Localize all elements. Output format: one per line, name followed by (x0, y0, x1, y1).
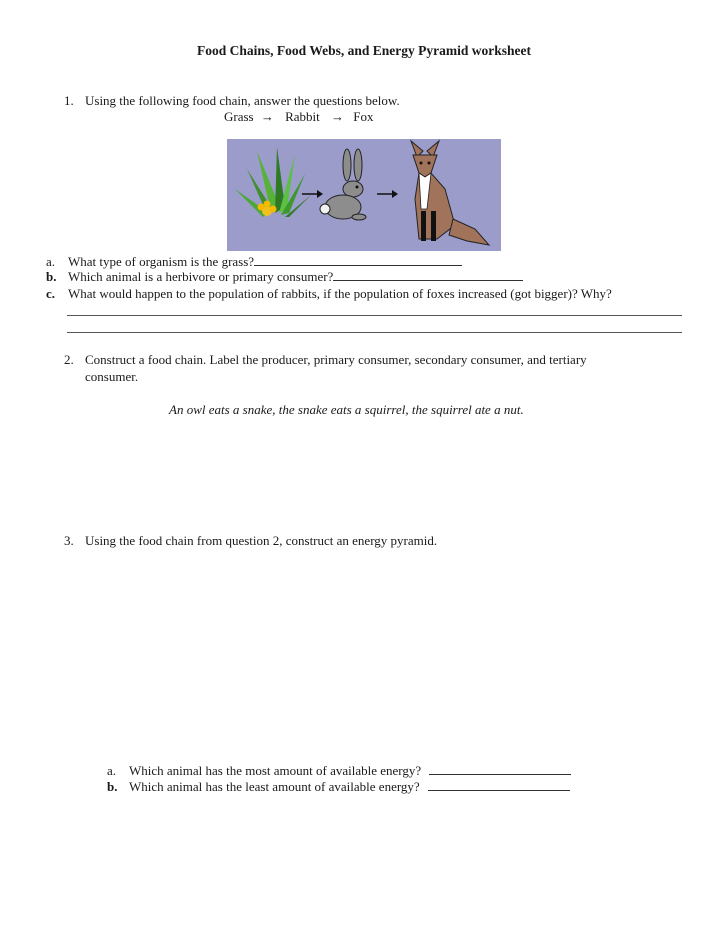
question-3b (107, 779, 570, 795)
question-2 (64, 352, 587, 368)
answer-1c-line-2[interactable] (67, 332, 682, 333)
question-2-text-line2: consumer. (85, 369, 139, 384)
question-1b-label: b. (46, 269, 57, 284)
answer-1c-line-1[interactable] (67, 315, 682, 316)
grass-icon (235, 147, 311, 217)
question-1b-text: Which animal is a herbivore or primary consumer? (68, 269, 334, 284)
chain-fox: Fox (353, 109, 374, 124)
answer-3a-blank[interactable] (429, 763, 571, 775)
question-1a-label: a. (46, 254, 56, 269)
arrow-2-icon (377, 190, 398, 198)
rabbit-icon (320, 149, 366, 220)
food-chain-figure (227, 139, 501, 251)
question-3-text: Using the food chain from question 2, construct an energy pyramid. (85, 533, 438, 548)
question-3b-text: Which animal has the least amount of available energy? (129, 779, 420, 794)
question-3a-text: Which animal has the most amount of available energy? (129, 763, 422, 778)
question-1b (46, 269, 523, 285)
chain-arrow-1: → (260, 109, 274, 124)
question-1a-text: What type of organism is the grass? (68, 254, 255, 269)
arrow-1-icon (302, 190, 323, 198)
answer-1a-blank[interactable] (254, 254, 462, 266)
question-3a-label: a. (107, 763, 117, 778)
question-3b-label: b. (107, 779, 118, 794)
question-3 (64, 533, 437, 549)
question-2-text-line1: Construct a food chain. Label the producer, primary consumer, secondary consumer, and tertiary (85, 352, 587, 367)
question-2-number: 2. (64, 352, 74, 367)
chain-rabbit: Rabbit (285, 109, 320, 124)
question-1 (64, 93, 400, 109)
worksheet-title: Food Chains, Food Webs, and Energy Pyramid worksheet (197, 43, 531, 58)
fox-icon (411, 141, 489, 245)
food-chain-illustration (227, 139, 501, 251)
question-3a (107, 763, 571, 779)
question-1a (46, 254, 462, 270)
question-2-prompt: An owl eats a snake, the snake eats a squirrel, the squirrel ate a nut. (169, 402, 524, 417)
chain-arrow-2: → (331, 109, 345, 124)
answer-1b-blank[interactable] (333, 269, 523, 281)
question-1-text: Using the following food chain, answer the questions below. (85, 93, 400, 108)
question-1c-text: What would happen to the population of rabbits, if the population of foxes increased (got bigger)? Why? (68, 286, 612, 301)
chain-grass: Grass (224, 109, 254, 124)
question-1-number: 1. (64, 93, 74, 108)
question-3-number: 3. (64, 533, 74, 548)
food-chain-line (224, 109, 374, 125)
answer-3b-blank[interactable] (428, 779, 570, 791)
question-1c-label: c. (46, 286, 56, 301)
question-1c (46, 286, 612, 302)
